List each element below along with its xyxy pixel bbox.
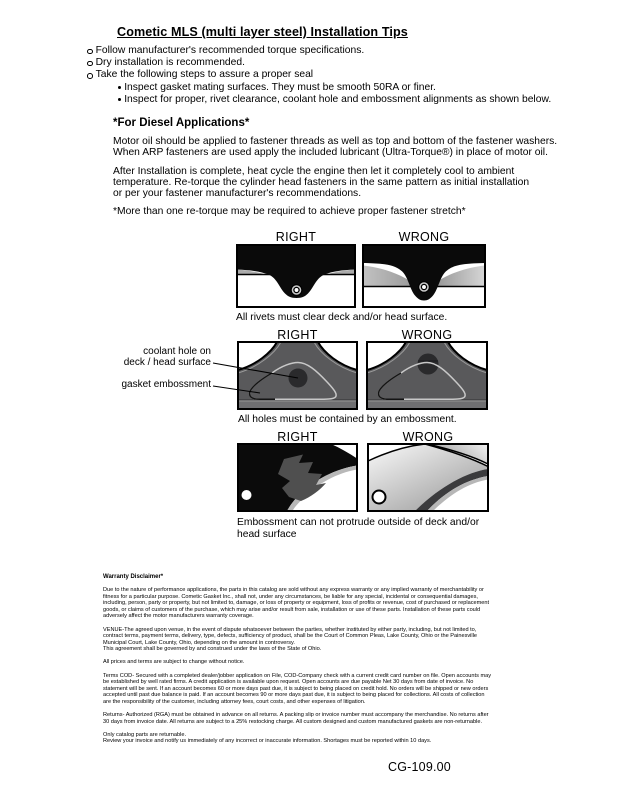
tips-list	[87, 45, 551, 106]
embossment-wrong-diagram	[366, 341, 488, 410]
fine-print-line: All prices and terms are subject to change without notice.	[103, 659, 245, 666]
open-bullet-icon	[87, 73, 93, 79]
protrude-wrong-diagram	[367, 443, 489, 512]
fine-print-line: accepted until past due balance is paid. If an account becomes 90 or more days past due, it is subject to being placed for collections. All costs of collection	[103, 692, 485, 699]
coolant-hole	[289, 369, 308, 388]
right-label: RIGHT	[277, 328, 318, 342]
fine-print-line: Only catalog parts are returnable.	[103, 731, 187, 738]
tip-text: Take the following steps to assure a proper seal	[95, 69, 314, 81]
fine-print-line: Due to the nature of performance applications, the parts in this catalog are sold without any express warranty or any implied warranty of merchantability or	[103, 587, 484, 594]
paragraph-line: After Installation is complete, heat cycle the engine then let it completely cool to ambient	[113, 166, 515, 177]
coolant-hole-label: deck / head surface	[123, 357, 211, 368]
row3-caption: Embossment can not protrude outside of deck and/or head surface	[237, 517, 480, 540]
fine-print-line: be established by well rated firms. A credit application is available upon request. Open accounts are due payable Net 30 days from date of invoice. No	[103, 679, 474, 686]
right-label: RIGHT	[275, 230, 317, 244]
retorque-note: *More than one re-torque may be required to achieve proper fastener stretch*	[113, 206, 466, 217]
tip-text: Inspect gasket mating surfaces. They must be smooth 50RA or finer.	[124, 81, 436, 93]
fine-print-line: fitness for a particular purpose. Cometic Gasket Inc., shall not, under any circumstances, be liable for any special, incidental or consequential damages,	[103, 593, 478, 600]
fine-print-line: Municipal Court, Lake County, Ohio, depending on the amount in controversy.	[103, 639, 295, 646]
row1-caption: All rivets must clear deck and/or head surface.	[236, 312, 448, 323]
filled-bullet-icon	[118, 86, 121, 89]
diesel-paragraph-1	[113, 136, 557, 158]
venue-paragraph	[103, 627, 518, 653]
bolt-hole	[242, 490, 252, 500]
tip-text: Follow manufacturer's recommended torque specifications.	[95, 45, 365, 56]
tip-text: Inspect for proper, rivet clearance, coolant hole and embossment alignments as shown below.	[124, 93, 552, 105]
embossment-right-diagram	[237, 341, 358, 410]
list-item	[87, 69, 551, 81]
open-bullet-icon	[87, 61, 93, 67]
warranty-paragraph	[103, 587, 518, 620]
doc-code: CG-109.00	[388, 760, 451, 774]
diesel-paragraph-2	[113, 166, 529, 200]
page-title: Cometic MLS (multi layer steel) Installation Tips	[117, 25, 408, 39]
paragraph-line: temperature. Re-torque the cylinder head fasteners in the same pattern as initial installation	[113, 177, 530, 189]
paragraph-line: Motor oil should be applied to fastener threads as well as top and bottom of the fastener washers.	[113, 136, 558, 147]
protrude-right-diagram	[237, 443, 358, 512]
right-label: RIGHT	[277, 430, 318, 444]
fine-print-line: adversely affect the motor manufacturers warranty coverage.	[103, 613, 254, 620]
diesel-heading: *For Diesel Applications*	[113, 117, 250, 129]
row2-caption: All holes must be contained by an embossment.	[238, 414, 457, 425]
fine-print-line: 30 days from invoice date. All returns are subject to a 25% restocking charge. All custom designed and custom manufactured gaskets are non-returnable.	[103, 718, 483, 725]
wrong-label: WRONG	[402, 430, 454, 444]
wrong-label: WRONG	[401, 328, 453, 342]
closing-paragraph	[103, 732, 518, 745]
prices-paragraph	[103, 659, 518, 666]
fine-print-line: VENUE-The agreed upon venue, in the event of dispute whatsoever between the parties, whether instituted by either party, including, but not limited to,	[103, 626, 477, 633]
bolt-hole	[373, 491, 386, 504]
fine-print-line: statement will be sent. If an account becomes 60 or more days past due, it is subject to being placed on credit hold. No orders will be shipped or new orders	[103, 685, 489, 692]
fine-print-line: contract terms, payment terms, delivery, type, defects, sufficiency of product, shall be the Court of Common Pleas, Lake County, Ohio or the Painesville	[103, 633, 478, 640]
filled-bullet-icon	[118, 98, 121, 101]
terms-paragraph	[103, 673, 518, 706]
fine-print-line: Review your invoice and notify us immediately of any incorrect or inaccurate information. Shortages must be reported within 10 days.	[103, 738, 432, 745]
open-bullet-icon	[87, 49, 93, 55]
wrong-label: WRONG	[398, 230, 450, 244]
fine-print	[103, 574, 518, 751]
diagram-annotations	[118, 346, 211, 390]
coolant-hole-label: coolant hole on	[143, 346, 211, 357]
fine-print-line: This agreement shall be governed by and construed under the laws of the State of Ohio.	[103, 646, 322, 653]
fine-print-line: Returns- Authorized (RGA) must be obtained in advance on all returns. A packing slip or invoice number must accompany the merchandise. No returns after	[103, 712, 489, 718]
fine-print-line: Terms COD- Secured with a completed dealer/jobber application on File, COD-Company check with a current credit card number on file. Open accounts may	[103, 672, 492, 679]
list-item	[87, 45, 551, 57]
gasket-embossment-label: gasket embossment	[121, 379, 211, 390]
fine-print-line: are the responsibility of the customer, including attorney fees, court costs, and other expenses of litigation.	[103, 698, 366, 705]
warranty-heading: Warranty Disclaimer*	[103, 574, 164, 580]
rivet-wrong-diagram	[362, 244, 486, 308]
tip-text: Dry installation is recommended.	[95, 57, 245, 69]
fine-print-line: including, person, party or property, but not limited to, damage, or loss of property or equipment, loss of profits or revenue, cost of purchased or replacement	[103, 600, 490, 607]
list-item	[87, 82, 551, 94]
fine-print-line: goods, or claims of customers of the purchase, which may arise and/or result from sale, installation or use of these parts. Installation of these parts could	[103, 606, 481, 613]
list-item	[87, 57, 551, 69]
returns-paragraph	[103, 712, 518, 725]
list-item	[87, 94, 551, 106]
paragraph-line: When ARP fasteners are used apply the included lubricant (Ultra-Torque®) in place of motor oil.	[113, 147, 548, 159]
paragraph-line: or per your fastener manufacturer's recommendations.	[113, 188, 362, 200]
rivet-right-diagram	[236, 244, 356, 308]
